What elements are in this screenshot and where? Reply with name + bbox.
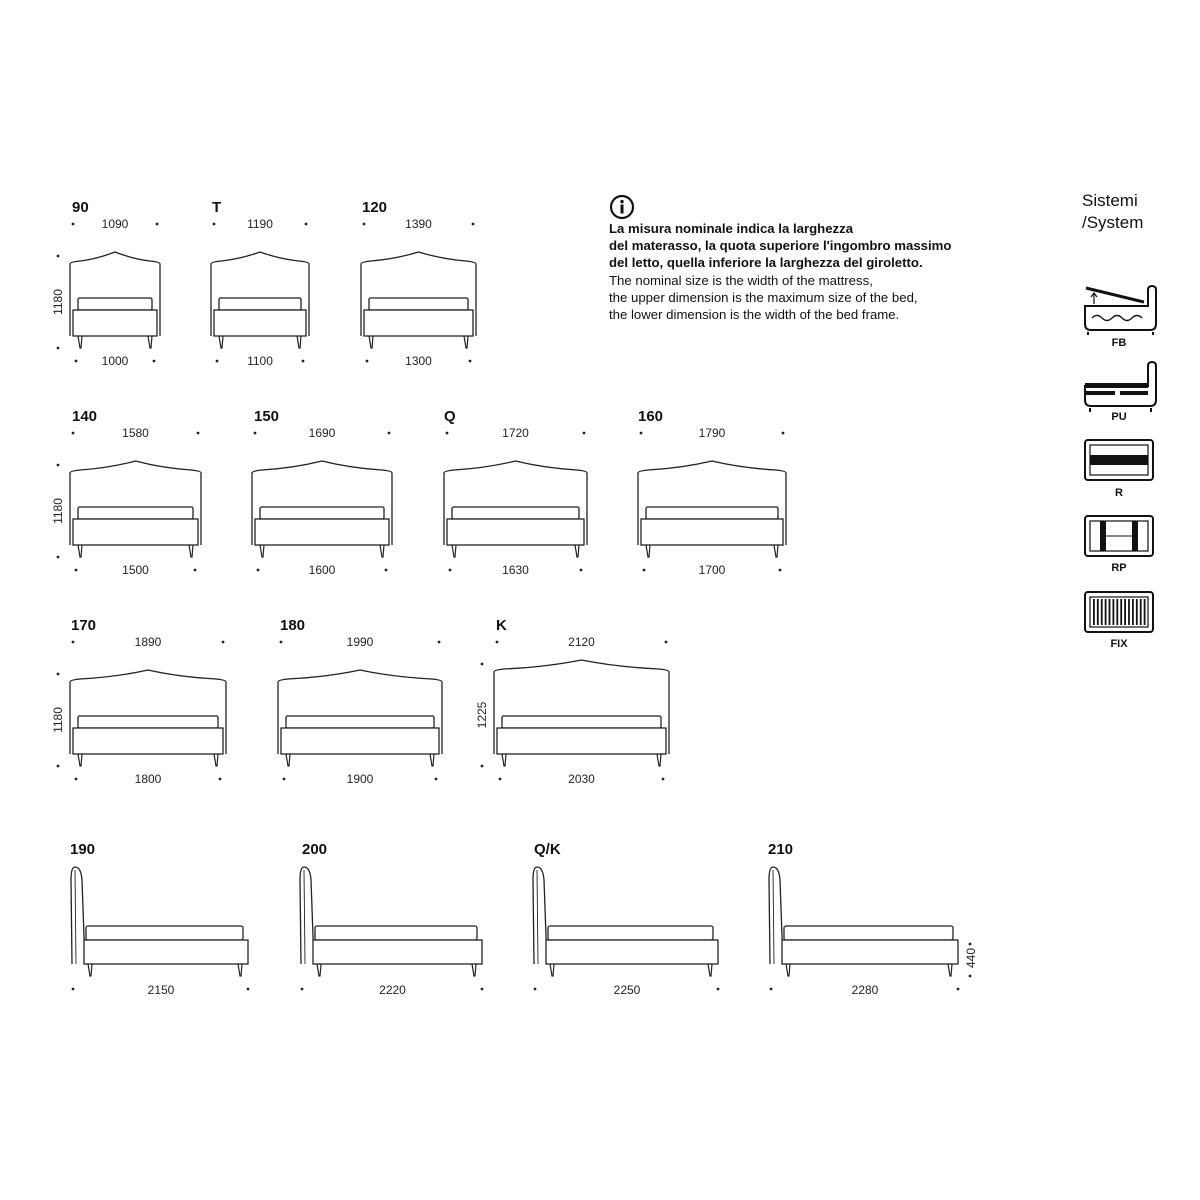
bottom-dimension: 1600 [308, 563, 336, 577]
bed-frame [214, 310, 306, 336]
dim-dot [57, 347, 60, 350]
dim-dot [496, 641, 499, 644]
dim-dot [72, 432, 75, 435]
top-dimension: 1580 [122, 426, 149, 440]
dim-dot [469, 360, 472, 363]
bed-leg [238, 964, 242, 976]
dim-dot [770, 988, 773, 991]
front-view-bed [638, 408, 786, 577]
dim-dot [57, 765, 60, 768]
bed-leg [189, 545, 193, 557]
mattress [219, 298, 301, 310]
dim-dot [257, 569, 260, 572]
size-label: 180 [280, 617, 306, 634]
dim-dot [481, 663, 484, 666]
top-dimension: 1090 [101, 217, 129, 231]
bed-leg [502, 754, 506, 766]
mattress [260, 507, 384, 519]
side-view-bed [70, 841, 249, 997]
dim-dot [197, 432, 200, 435]
size-label: 120 [362, 199, 388, 216]
bed-leg [78, 336, 82, 348]
size-label: 90 [72, 199, 89, 216]
info-regular-line: the upper dimension is the maximum size of the bed, [609, 289, 918, 305]
system-label-rp: RP [1111, 562, 1127, 574]
bed-leg [430, 754, 434, 766]
dim-dot [385, 569, 388, 572]
dim-dot [957, 988, 960, 991]
system-label-fb: FB [1111, 337, 1127, 349]
mattress [646, 507, 778, 519]
size-label: T [212, 199, 222, 216]
bed-leg [948, 964, 952, 976]
bed-leg [78, 545, 82, 557]
mattress [78, 716, 218, 728]
dim-dot [363, 223, 366, 226]
dim-dot [640, 432, 643, 435]
systems-icons [1070, 280, 1170, 660]
dim-dot [449, 569, 452, 572]
dim-dot [156, 223, 159, 226]
size-label: 200 [302, 841, 328, 858]
bed-frame [364, 310, 473, 336]
dim-dot [153, 360, 156, 363]
reinforced-base-icon [1085, 516, 1153, 556]
height-dimension: 1180 [51, 289, 65, 315]
bed-leg [260, 545, 264, 557]
bed-leg [219, 336, 223, 348]
dim-dot [194, 569, 197, 572]
bed-leg [472, 964, 476, 976]
dim-dot [643, 569, 646, 572]
dim-dot [75, 778, 78, 781]
dim-dot [779, 569, 782, 572]
bed-frame [497, 728, 666, 754]
bottom-dimension: 1100 [247, 354, 273, 368]
front-view-bed [252, 408, 392, 577]
headboard-side [769, 867, 783, 964]
dim-dot [213, 223, 216, 226]
headboard-side [71, 867, 85, 964]
size-label: 190 [70, 841, 96, 858]
dim-dot [57, 464, 60, 467]
bottom-dimension: 1300 [405, 354, 432, 368]
mattress [286, 716, 434, 728]
dim-dot [662, 778, 665, 781]
bed-leg [575, 545, 579, 557]
side-view-bed [533, 841, 719, 997]
dim-dot [72, 988, 75, 991]
size-label: Q/K [534, 841, 561, 858]
front-view-bed [51, 617, 226, 786]
dim-dot [301, 988, 304, 991]
bottom-dimension: 2030 [568, 772, 595, 786]
dim-dot [57, 673, 60, 676]
side-view-bed [300, 841, 483, 997]
info-bold-line: del letto, quella inferiore la larghezza del giroletto. [609, 255, 923, 271]
bed-leg [452, 545, 456, 557]
mattress [78, 507, 193, 519]
bottom-dimension: 1700 [698, 563, 726, 577]
front-view-bed [278, 617, 442, 786]
mattress [452, 507, 579, 519]
front-view-bed [361, 199, 476, 368]
bed-frame [281, 728, 439, 754]
dim-dot [583, 432, 586, 435]
dim-dot [446, 432, 449, 435]
mattress-side [784, 926, 953, 940]
size-label: K [496, 617, 507, 634]
front-view-bed [444, 408, 587, 577]
bottom-dimension: 1630 [502, 563, 529, 577]
headboard-side [300, 867, 314, 964]
height-dimension: 1180 [51, 707, 65, 733]
bed-leg [646, 545, 650, 557]
info-bold-line: del materasso, la quota superiore l'ingombro massimo [609, 238, 952, 254]
front-view-bed [475, 617, 669, 786]
system-label-r: R [1115, 487, 1123, 499]
bed-leg [657, 754, 661, 766]
top-dimension: 1690 [308, 426, 336, 440]
bed-leg [786, 964, 790, 976]
bed-leg [317, 964, 321, 976]
system-label-pu: PU [1111, 411, 1127, 423]
slatted-base-icon [1085, 440, 1153, 480]
info-bold-line: La misura nominale indica la larghezza [609, 221, 854, 236]
systems-title [1082, 190, 1143, 234]
top-dimension: 1790 [698, 426, 726, 440]
dim-dot [302, 360, 305, 363]
dim-dot [254, 432, 257, 435]
frame-side [546, 940, 718, 964]
front-view-bed [51, 199, 160, 368]
mattress-side [315, 926, 477, 940]
mattress [369, 298, 468, 310]
bottom-dimension: 1000 [101, 354, 129, 368]
height-dimension: 440 [964, 947, 978, 969]
length-dimension: 2280 [851, 983, 879, 997]
top-dimension: 1720 [502, 426, 529, 440]
dim-dot [366, 360, 369, 363]
bottom-dimension: 1900 [346, 772, 374, 786]
dim-dot [665, 641, 668, 644]
dim-dot [717, 988, 720, 991]
info-regular-line: The nominal size is the width of the mattress, [609, 272, 873, 288]
bed-frame [447, 519, 584, 545]
dim-dot [72, 641, 75, 644]
bed-leg [774, 545, 778, 557]
length-dimension: 2220 [379, 983, 406, 997]
height-dimension: 1180 [51, 498, 65, 524]
bed-leg [369, 336, 373, 348]
dim-dot [75, 569, 78, 572]
mattress-side [548, 926, 713, 940]
dim-dot [57, 255, 60, 258]
dim-dot [280, 641, 283, 644]
bed-frame [73, 310, 157, 336]
storage-lift-icon [1085, 286, 1156, 335]
size-label: Q [444, 408, 456, 425]
size-label: 160 [638, 408, 664, 425]
dim-dot [969, 943, 972, 946]
frame-side [84, 940, 248, 964]
mattress [502, 716, 661, 728]
size-label: 150 [254, 408, 280, 425]
size-label: 210 [768, 841, 794, 858]
bed-leg [708, 964, 712, 976]
bed-frame [641, 519, 783, 545]
dim-dot [219, 778, 222, 781]
systems-title-line2: /System [1082, 213, 1144, 232]
frame-side [313, 940, 482, 964]
fixed-slats-icon [1085, 592, 1153, 632]
dim-dot [438, 641, 441, 644]
top-dimension: 1190 [247, 217, 273, 231]
dim-dot [580, 569, 583, 572]
dim-dot [472, 223, 475, 226]
size-label: 170 [71, 617, 97, 634]
front-view-bed [211, 199, 309, 368]
pull-up-icon [1085, 362, 1156, 412]
bed-leg [297, 336, 301, 348]
top-dimension: 1990 [346, 635, 374, 649]
bed-frame [73, 728, 223, 754]
bed-leg [214, 754, 218, 766]
dim-dot [969, 975, 972, 978]
dim-dot [305, 223, 308, 226]
mattress [78, 298, 152, 310]
bed-frame [255, 519, 389, 545]
height-dimension: 1225 [475, 701, 489, 729]
bed-leg [88, 964, 92, 976]
bed-frame [73, 519, 198, 545]
bed-leg [286, 754, 290, 766]
dim-dot [72, 223, 75, 226]
top-dimension: 2120 [568, 635, 595, 649]
dim-dot [283, 778, 286, 781]
dim-dot [435, 778, 438, 781]
size-label: 140 [72, 408, 98, 425]
top-dimension: 1390 [405, 217, 432, 231]
dim-dot [481, 988, 484, 991]
front-view-bed [51, 408, 201, 577]
bed-leg [550, 964, 554, 976]
dim-dot [481, 765, 484, 768]
dim-dot [534, 988, 537, 991]
dim-dot [388, 432, 391, 435]
dim-dot [57, 556, 60, 559]
dim-dot [247, 988, 250, 991]
headboard-side [533, 867, 547, 964]
dim-dot [222, 641, 225, 644]
bottom-dimension: 1500 [122, 563, 149, 577]
bottom-dimension: 1800 [134, 772, 162, 786]
length-dimension: 2250 [613, 983, 641, 997]
systems-title-line1: Sistemi [1082, 191, 1138, 210]
bed-leg [148, 336, 152, 348]
frame-side [782, 940, 958, 964]
info-regular-line: the lower dimension is the width of the bed frame. [609, 307, 900, 323]
dim-dot [782, 432, 785, 435]
bed-leg [380, 545, 384, 557]
dim-dot [75, 360, 78, 363]
bed-leg [464, 336, 468, 348]
top-dimension: 1890 [134, 635, 162, 649]
system-label-fix: FIX [1110, 638, 1128, 650]
bed-leg [78, 754, 82, 766]
dim-dot [216, 360, 219, 363]
length-dimension: 2150 [147, 983, 175, 997]
mattress-side [86, 926, 243, 940]
side-view-bed [768, 841, 978, 997]
dim-dot [499, 778, 502, 781]
